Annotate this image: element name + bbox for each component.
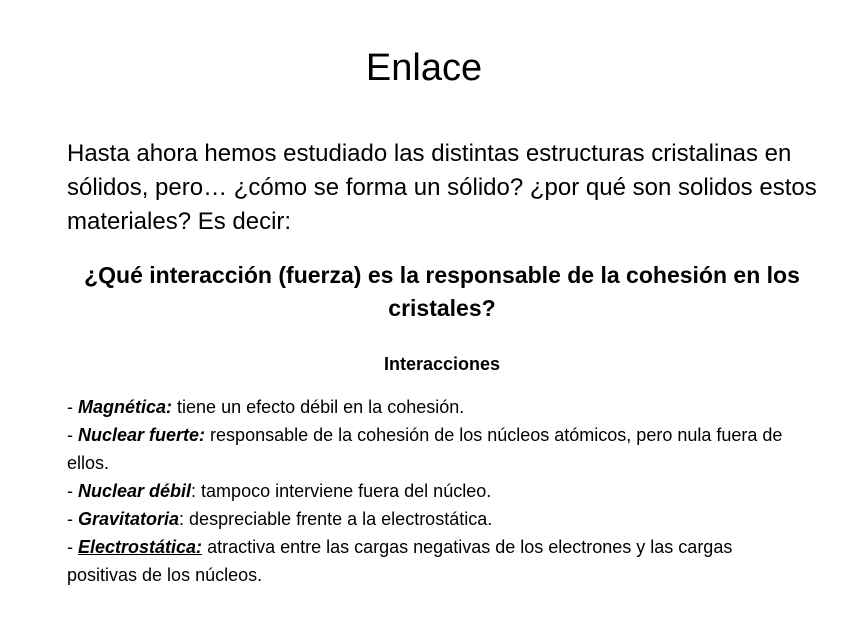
list-item-magnetic — [67, 393, 807, 421]
key-question: ¿Qué interacción (fuerza) es la responsable de la cohesión en los cristales? — [84, 262, 800, 321]
description-strong-nuclear: responsable de la cohesión de los núcleos atómicos, pero nula fuera de ellos. — [67, 425, 783, 473]
interactions-heading: Interacciones — [383, 354, 501, 374]
interactions-list — [67, 393, 807, 589]
description-electrostatic: atractiva entre las cargas negativas de los electrones y las cargas positivas de los núcleos. — [67, 537, 733, 585]
list-dash: - — [67, 537, 78, 557]
term-electrostatic: Electrostática: — [78, 537, 203, 557]
list-item-weak-nuclear — [67, 477, 807, 505]
list-dash: - — [67, 397, 78, 417]
term-weak-nuclear: Nuclear débil — [78, 481, 192, 501]
list-item-strong-nuclear — [67, 421, 807, 477]
list-dash: - — [67, 509, 78, 529]
slide-title: Enlace — [365, 47, 483, 89]
term-magnetic: Magnética: — [78, 397, 173, 417]
intro-paragraph: Hasta ahora hemos estudiado las distintas estructuras cristalinas en sólidos, pero… ¿cómo se forma un sólido? ¿por qué son solidos estos materiales? Es decir: — [67, 140, 817, 235]
list-item-electrostatic — [67, 533, 807, 589]
list-dash: - — [67, 481, 78, 501]
list-item-gravitational — [67, 505, 807, 533]
description-gravitational: : despreciable frente a la electrostática. — [179, 509, 493, 529]
term-gravitational: Gravitatoria — [78, 509, 180, 529]
description-weak-nuclear: : tampoco interviene fuera del núcleo. — [191, 481, 492, 501]
list-dash: - — [67, 425, 78, 445]
description-magnetic: tiene un efecto débil en la cohesión. — [172, 397, 465, 417]
term-strong-nuclear: Nuclear fuerte: — [78, 425, 206, 445]
